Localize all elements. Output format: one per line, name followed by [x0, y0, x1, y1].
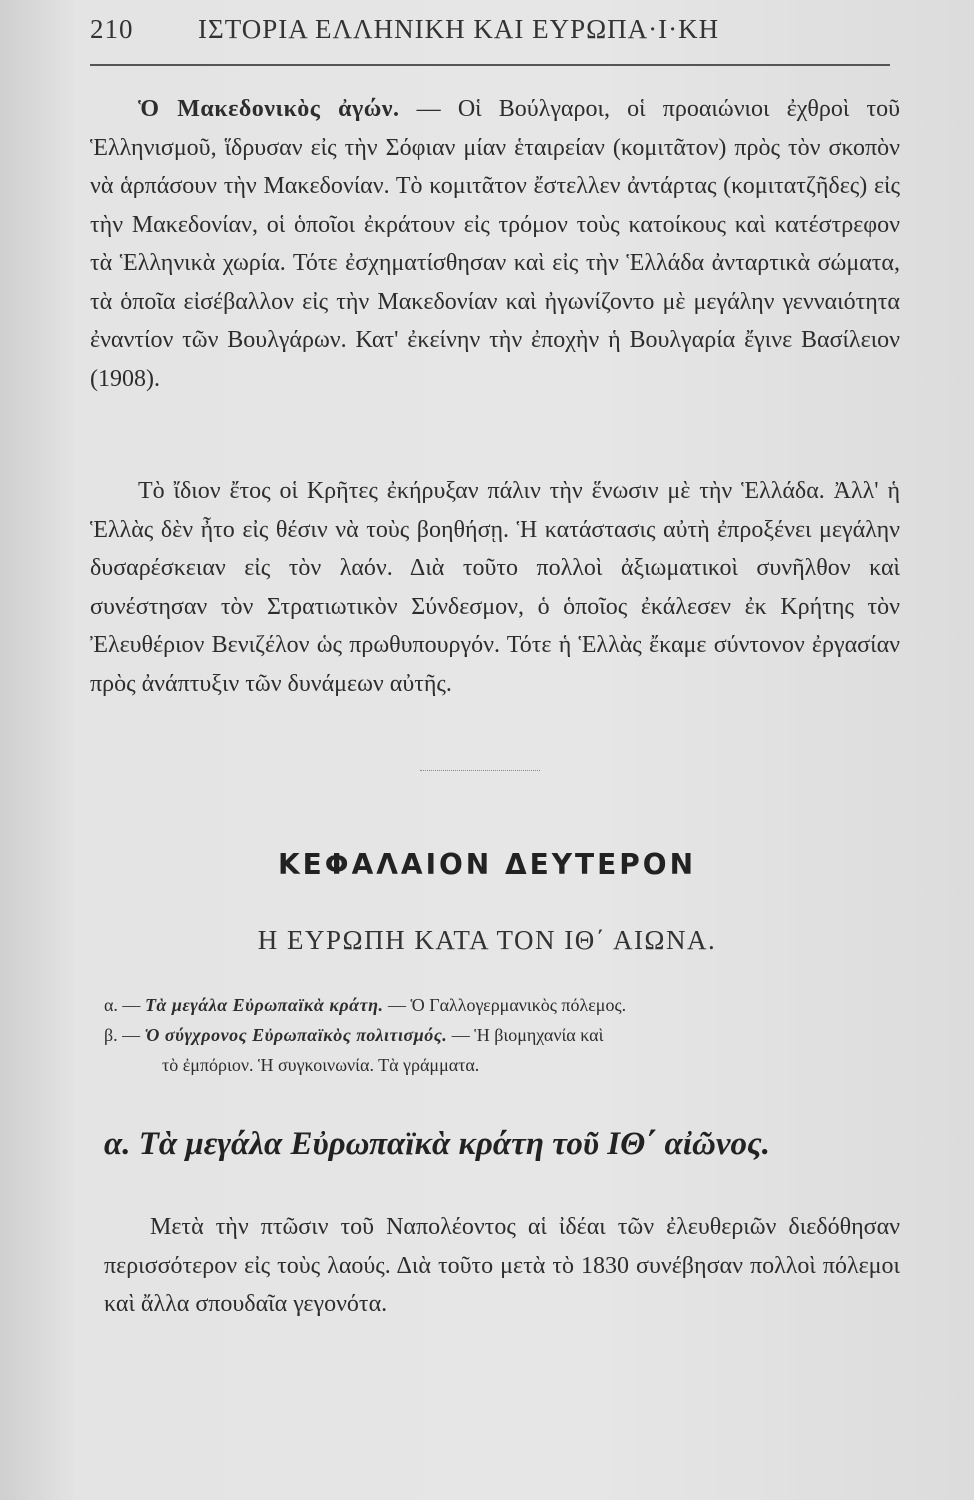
chapter-subtitle: Η ΕΥΡΩΠΗ ΚΑΤΑ ΤΟΝ ΙΘ΄ ΑΙΩΝΑ.: [257, 925, 717, 955]
contents-title: Ὁ σύγχρονος Εὐρωπαϊκὸς πολιτισμός.: [144, 1025, 448, 1045]
paragraph-napoleon: Μετὰ τὴν πτῶσιν τοῦ Ναπολέοντος αἱ ἰδέαι τῶν ἐλευθεριῶν διεδόθησαν περισσότερον εἰς τοὺς λαούς. Διὰ τοῦτο μετὰ τὸ 1830 συνέβησαν πολλοὶ πόλεμοι καὶ ἄλλα σπουδαῖα γεγονότα.: [104, 1214, 900, 1317]
section-heading: α. Τὰ μεγάλα Εὐρωπαϊκὰ κράτη τοῦ ΙΘ΄ αἰῶνος.: [104, 1126, 770, 1162]
paragraph-text: — Οἱ Βούλγαροι, οἱ προαιώνιοι ἐχθροὶ τοῦ Ἑλληνισμοῦ, ἵδρυσαν εἰς τὴν Σόφιαν μίαν ἑταιρείαν (κομιτᾶτον) πρὸς τὸν σκοπὸν νὰ ἁρπάσουν τὴν Μακεδονίαν. Τὸ κομιτᾶτον ἔστελλεν ἀντάρτας (κομιτατζῆδες) εἰς τὴν Μακεδονίαν, οἱ ὁποῖοι ἐκράτουν εἰς τρόμον τοὺς κατοίκους καὶ κατέστρεφον τὰ Ἑλληνικὰ χωρία. Τότε ἐσχηματίσθησαν καὶ εἰς τὴν Ἑλλάδα ἀνταρτικὰ σώματα, τὰ ὁποῖα εἰσέβαλλον εἰς τὴν Μακεδονίαν καὶ ἠγωνίζοντο μὲ μεγάλην γενναιότητα ἐναντίον τῶν Βουλγάρων. Κατ' ἐκείνην τὴν ἐποχὴν ἡ Βουλγαρία ἔγινε Βασίλειον (1908).: [90, 96, 901, 392]
contents-detail: — Ἡ βιομηχανία καὶ: [451, 1025, 604, 1045]
contents-marker: β. —: [104, 1025, 141, 1045]
contents-item-b: [104, 1020, 904, 1050]
section-divider: [420, 770, 540, 772]
chapter-contents: [104, 990, 904, 1080]
contents-marker: α. —: [104, 995, 141, 1015]
contents-detail: — Ὁ Γαλλογερμανικὸς πόλεμος.: [387, 995, 627, 1015]
paragraph-macedonian-struggle: [90, 90, 900, 398]
page-number: 210: [90, 14, 134, 44]
contents-item-b-continued: τὸ ἐμπόριον. Ἡ συγκοινωνία. Τὰ γράμματα.: [162, 1055, 480, 1075]
contents-item-a: [104, 990, 904, 1020]
chapter-title: ΚΕΦΑΛΑΙΟΝ ΔΕΥΤΕΡΟΝ: [277, 848, 697, 881]
paragraph-crete-union: Τὸ ἴδιον ἔτος οἱ Κρῆτες ἐκήρυξαν πάλιν τὴν ἕνωσιν μὲ τὴν Ἑλλάδα. Ἀλλ' ἡ Ἑλλὰς δὲν ἦτο εἰς θέσιν νὰ τοὺς βοηθήσῃ. Ἡ κατάστασις αὐτὴ ἐπροξένει μεγάλην δυσαρέσκειαν εἰς τὸν λαόν. Διὰ τοῦτο πολλοὶ ἀξιωματικοὶ συνῆλθον καὶ συνέστησαν τὸν Στρατιωτικὸν Σύνδεσμον, ὁ ὁποῖος ἐκάλεσεν ἐκ Κρήτης τὸν Ἐλευθέριον Βενιζέλον ὡς πρωθυπουργόν. Τότε ἡ Ἑλλὰς ἔκαμε σύντονον ἐργασίαν πρὸς ἀνάπτυξιν τῶν δυνάμεων αὐτῆς.: [90, 478, 900, 697]
running-title: ΙΣΤΟΡΙΑ ΕΛΛΗΝΙΚΗ ΚΑΙ ΕΥΡΩΠΑ·Ι·ΚΗ: [198, 14, 720, 44]
paragraph-lead: Ὁ Μακεδονικὸς ἀγών.: [138, 96, 400, 122]
contents-title: Τὰ μεγάλα Εὐρωπαϊκὰ κράτη.: [144, 995, 384, 1015]
header-rule: [90, 64, 890, 66]
